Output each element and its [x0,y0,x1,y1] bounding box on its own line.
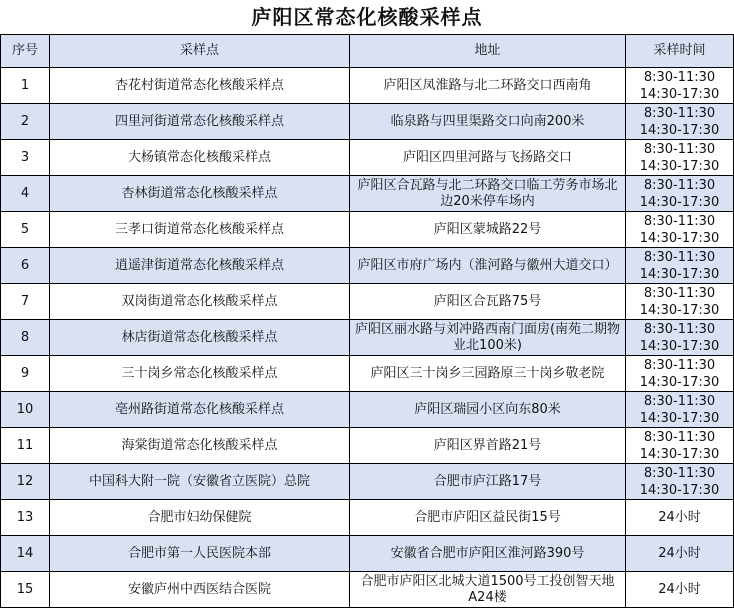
table-row [1,392,734,428]
row-number: 10 [1,392,50,428]
time-slot-2: 14:30-17:30 [639,158,720,174]
sampling-time [626,248,734,284]
time-slot-1: 8:30-11:30 [643,249,716,265]
table-row [1,500,734,536]
sampling-time [626,104,734,140]
table-row [1,248,734,284]
sampling-time [626,284,734,320]
site-name: 林店街道常态化核酸采样点 [50,320,350,356]
time-slot-2: 14:30-17:30 [639,86,720,102]
time-slot-1: 8:30-11:30 [643,69,716,85]
table-row [1,356,734,392]
row-number: 4 [1,176,50,212]
sampling-time [626,500,734,536]
site-address: 庐阳区界首路21号 [350,428,626,464]
site-name: 杏花村街道常态化核酸采样点 [50,68,350,104]
time-slot-1: 8:30-11:30 [643,393,716,409]
time-slot-2: 14:30-17:30 [639,374,720,390]
site-name: 大杨镇常态化核酸采样点 [50,140,350,176]
row-number: 13 [1,500,50,536]
time-slot-1: 24小时 [658,510,701,525]
site-address: 庐阳区蒙城路22号 [350,212,626,248]
table-row [1,212,734,248]
site-address: 合肥市庐江路17号 [350,464,626,500]
sampling-time [626,536,734,572]
table-body [1,68,734,608]
table-row [1,140,734,176]
table-header-row [1,35,734,68]
site-name: 双岗街道常态化核酸采样点 [50,284,350,320]
site-address: 临泉路与四里渠路交口向南200米 [350,104,626,140]
row-number: 5 [1,212,50,248]
row-number: 9 [1,356,50,392]
header-number: 序号 [1,35,50,68]
row-number: 8 [1,320,50,356]
sampling-time [626,356,734,392]
site-address: 庐阳区瑞园小区向东80米 [350,392,626,428]
site-name: 四里河街道常态化核酸采样点 [50,104,350,140]
time-slot-1: 24小时 [658,546,701,561]
time-slot-1: 8:30-11:30 [643,285,716,301]
row-number: 1 [1,68,50,104]
site-name: 海棠街道常态化核酸采样点 [50,428,350,464]
row-number: 14 [1,536,50,572]
time-slot-2: 14:30-17:30 [639,446,720,462]
time-slot-1: 8:30-11:30 [643,141,716,157]
sampling-time [626,176,734,212]
site-address: 庐阳区丽水路与刘冲路西南门面房(南苑二期物业北100米) [350,320,626,356]
row-number: 2 [1,104,50,140]
site-address: 庐阳区市府广场内（淮河路与徽州大道交口） [350,248,626,284]
table-row [1,68,734,104]
header-time: 采样时间 [626,35,734,68]
site-address: 庐阳区合瓦路与北二环路交口临工劳务市场北边20米停车场内 [350,176,626,212]
time-slot-2: 14:30-17:30 [639,122,720,138]
header-address: 地址 [350,35,626,68]
site-name: 中国科大附一院（安徽省立医院）总院 [50,464,350,500]
row-number: 12 [1,464,50,500]
site-name: 安徽庐州中西医结合医院 [50,572,350,608]
site-name: 亳州路街道常态化核酸采样点 [50,392,350,428]
sampling-time [626,392,734,428]
time-slot-1: 8:30-11:30 [643,429,716,445]
site-name: 合肥市第一人民医院本部 [50,536,350,572]
site-address: 合肥市庐阳区益民街15号 [350,500,626,536]
table-row [1,572,734,608]
site-name: 逍遥津街道常态化核酸采样点 [50,248,350,284]
row-number: 7 [1,284,50,320]
sampling-time [626,212,734,248]
table-row [1,464,734,500]
time-slot-2: 14:30-17:30 [639,194,720,210]
table-row [1,104,734,140]
site-name: 三孝口街道常态化核酸采样点 [50,212,350,248]
time-slot-1: 24小时 [658,582,701,597]
time-slot-1: 8:30-11:30 [643,105,716,121]
row-number: 6 [1,248,50,284]
site-address: 庐阳区合瓦路75号 [350,284,626,320]
time-slot-2: 14:30-17:30 [639,266,720,282]
site-address: 庐阳区四里河路与飞扬路交口 [350,140,626,176]
site-address: 合肥市庐阳区北城大道1500号工投创智天地A24楼 [350,572,626,608]
sampling-time [626,572,734,608]
table-row [1,428,734,464]
time-slot-2: 14:30-17:30 [639,230,720,246]
header-site: 采样点 [50,35,350,68]
page-title: 庐阳区常态化核酸采样点 [251,5,483,29]
site-name: 三十岗乡常态化核酸采样点 [50,356,350,392]
time-slot-2: 14:30-17:30 [639,302,720,318]
sampling-time [626,140,734,176]
time-slot-1: 8:30-11:30 [643,357,716,373]
time-slot-1: 8:30-11:30 [643,177,716,193]
row-number: 3 [1,140,50,176]
time-slot-2: 14:30-17:30 [639,482,720,498]
time-slot-2: 14:30-17:30 [639,338,720,354]
table-row [1,320,734,356]
time-slot-1: 8:30-11:30 [643,321,716,337]
site-name: 杏林街道常态化核酸采样点 [50,176,350,212]
site-address: 庐阳区三十岗乡三园路原三十岗乡敬老院 [350,356,626,392]
time-slot-2: 14:30-17:30 [639,410,720,426]
sampling-sites-table [0,34,734,608]
sampling-time [626,320,734,356]
row-number: 15 [1,572,50,608]
row-number: 11 [1,428,50,464]
sampling-time [626,464,734,500]
sampling-time [626,428,734,464]
sampling-time [626,68,734,104]
table-row [1,284,734,320]
table-row [1,176,734,212]
time-slot-1: 8:30-11:30 [643,213,716,229]
site-address: 庐阳区凤淮路与北二环路交口西南角 [350,68,626,104]
site-name: 合肥市妇幼保健院 [50,500,350,536]
time-slot-1: 8:30-11:30 [643,465,716,481]
table-row [1,536,734,572]
site-address: 安徽省合肥市庐阳区淮河路390号 [350,536,626,572]
